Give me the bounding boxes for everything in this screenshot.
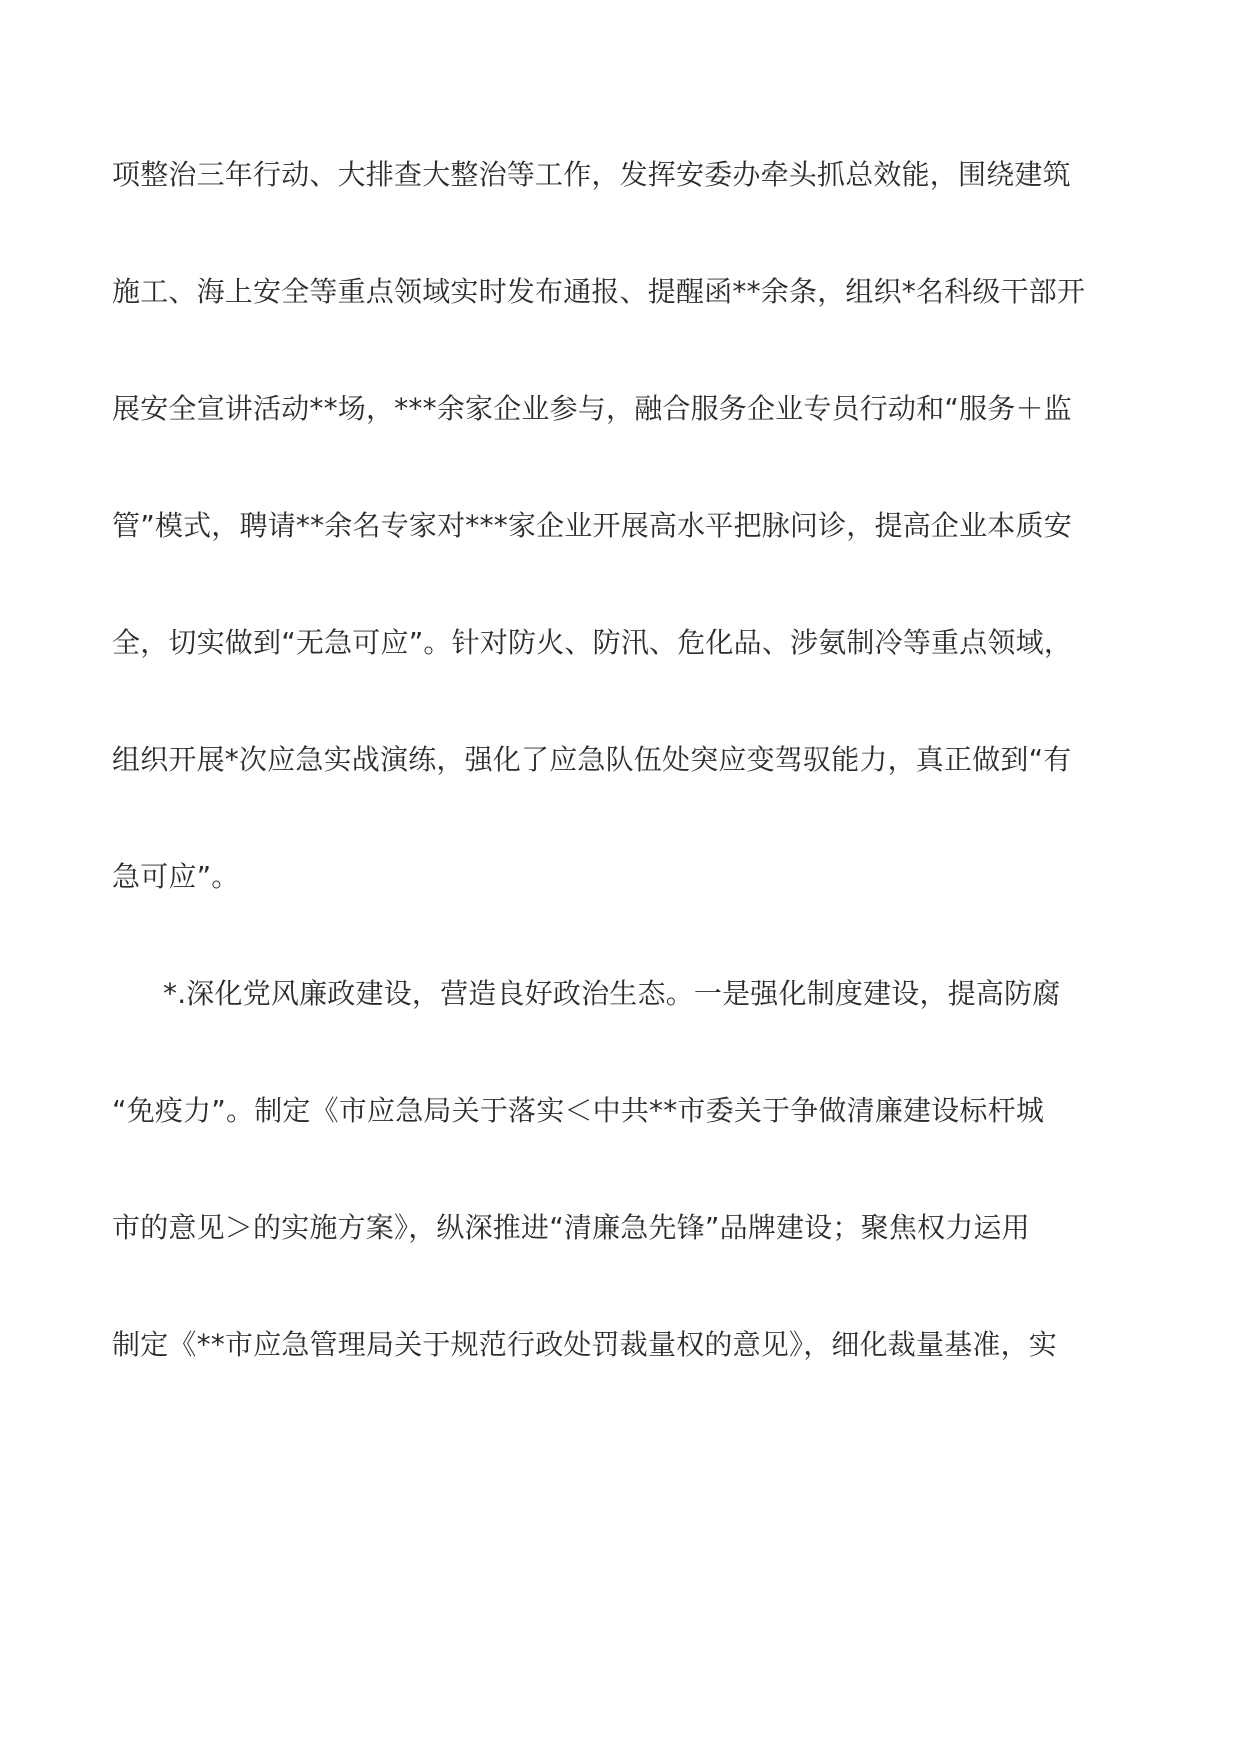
text-line-6: 组织开展*次应急实战演练，强化了应急队伍处突应变驾驭能力，真正做到“有 [112,743,1072,776]
text-line-2: 施工、海上安全等重点领域实时发布通报、提醒函**余条，组织*名科级干部开 [112,275,1086,308]
text-line-5: 全，切实做到“无急可应”。针对防火、防汛、危化品、涉氨制冷等重点领域， [112,626,1073,659]
text-line-4: 管”模式，聘请**余名专家对***家企业开展高水平把脉问诊，提高企业本质安 [112,509,1072,542]
text-line-7: 急可应”。 [112,860,240,893]
text-line-1: 项整治三年行动、大排查大整治等工作，发挥安委办牵头抓总效能，围绕建筑 [112,158,1071,191]
text-line-9: “免疫力”。制定《市应急局关于落实＜中共**市委关于争做清廉建设标杆城 [112,1094,1045,1127]
text-line-10: 市的意见＞的实施方案》，纵深推进“清廉急先锋”品牌建设；聚焦权力运用 [112,1211,1030,1244]
text-line-3: 展安全宣讲活动**场，***余家企业参与，融合服务企业专员行动和“服务＋监 [112,392,1072,425]
text-line-11: 制定《**市应急管理局关于规范行政处罚裁量权的意见》，细化裁量基准，实 [112,1328,1058,1361]
paragraph-start-line: *.深化党风廉政建设，营造良好政治生态。一是强化制度建设，提高防腐 [163,977,1061,1010]
